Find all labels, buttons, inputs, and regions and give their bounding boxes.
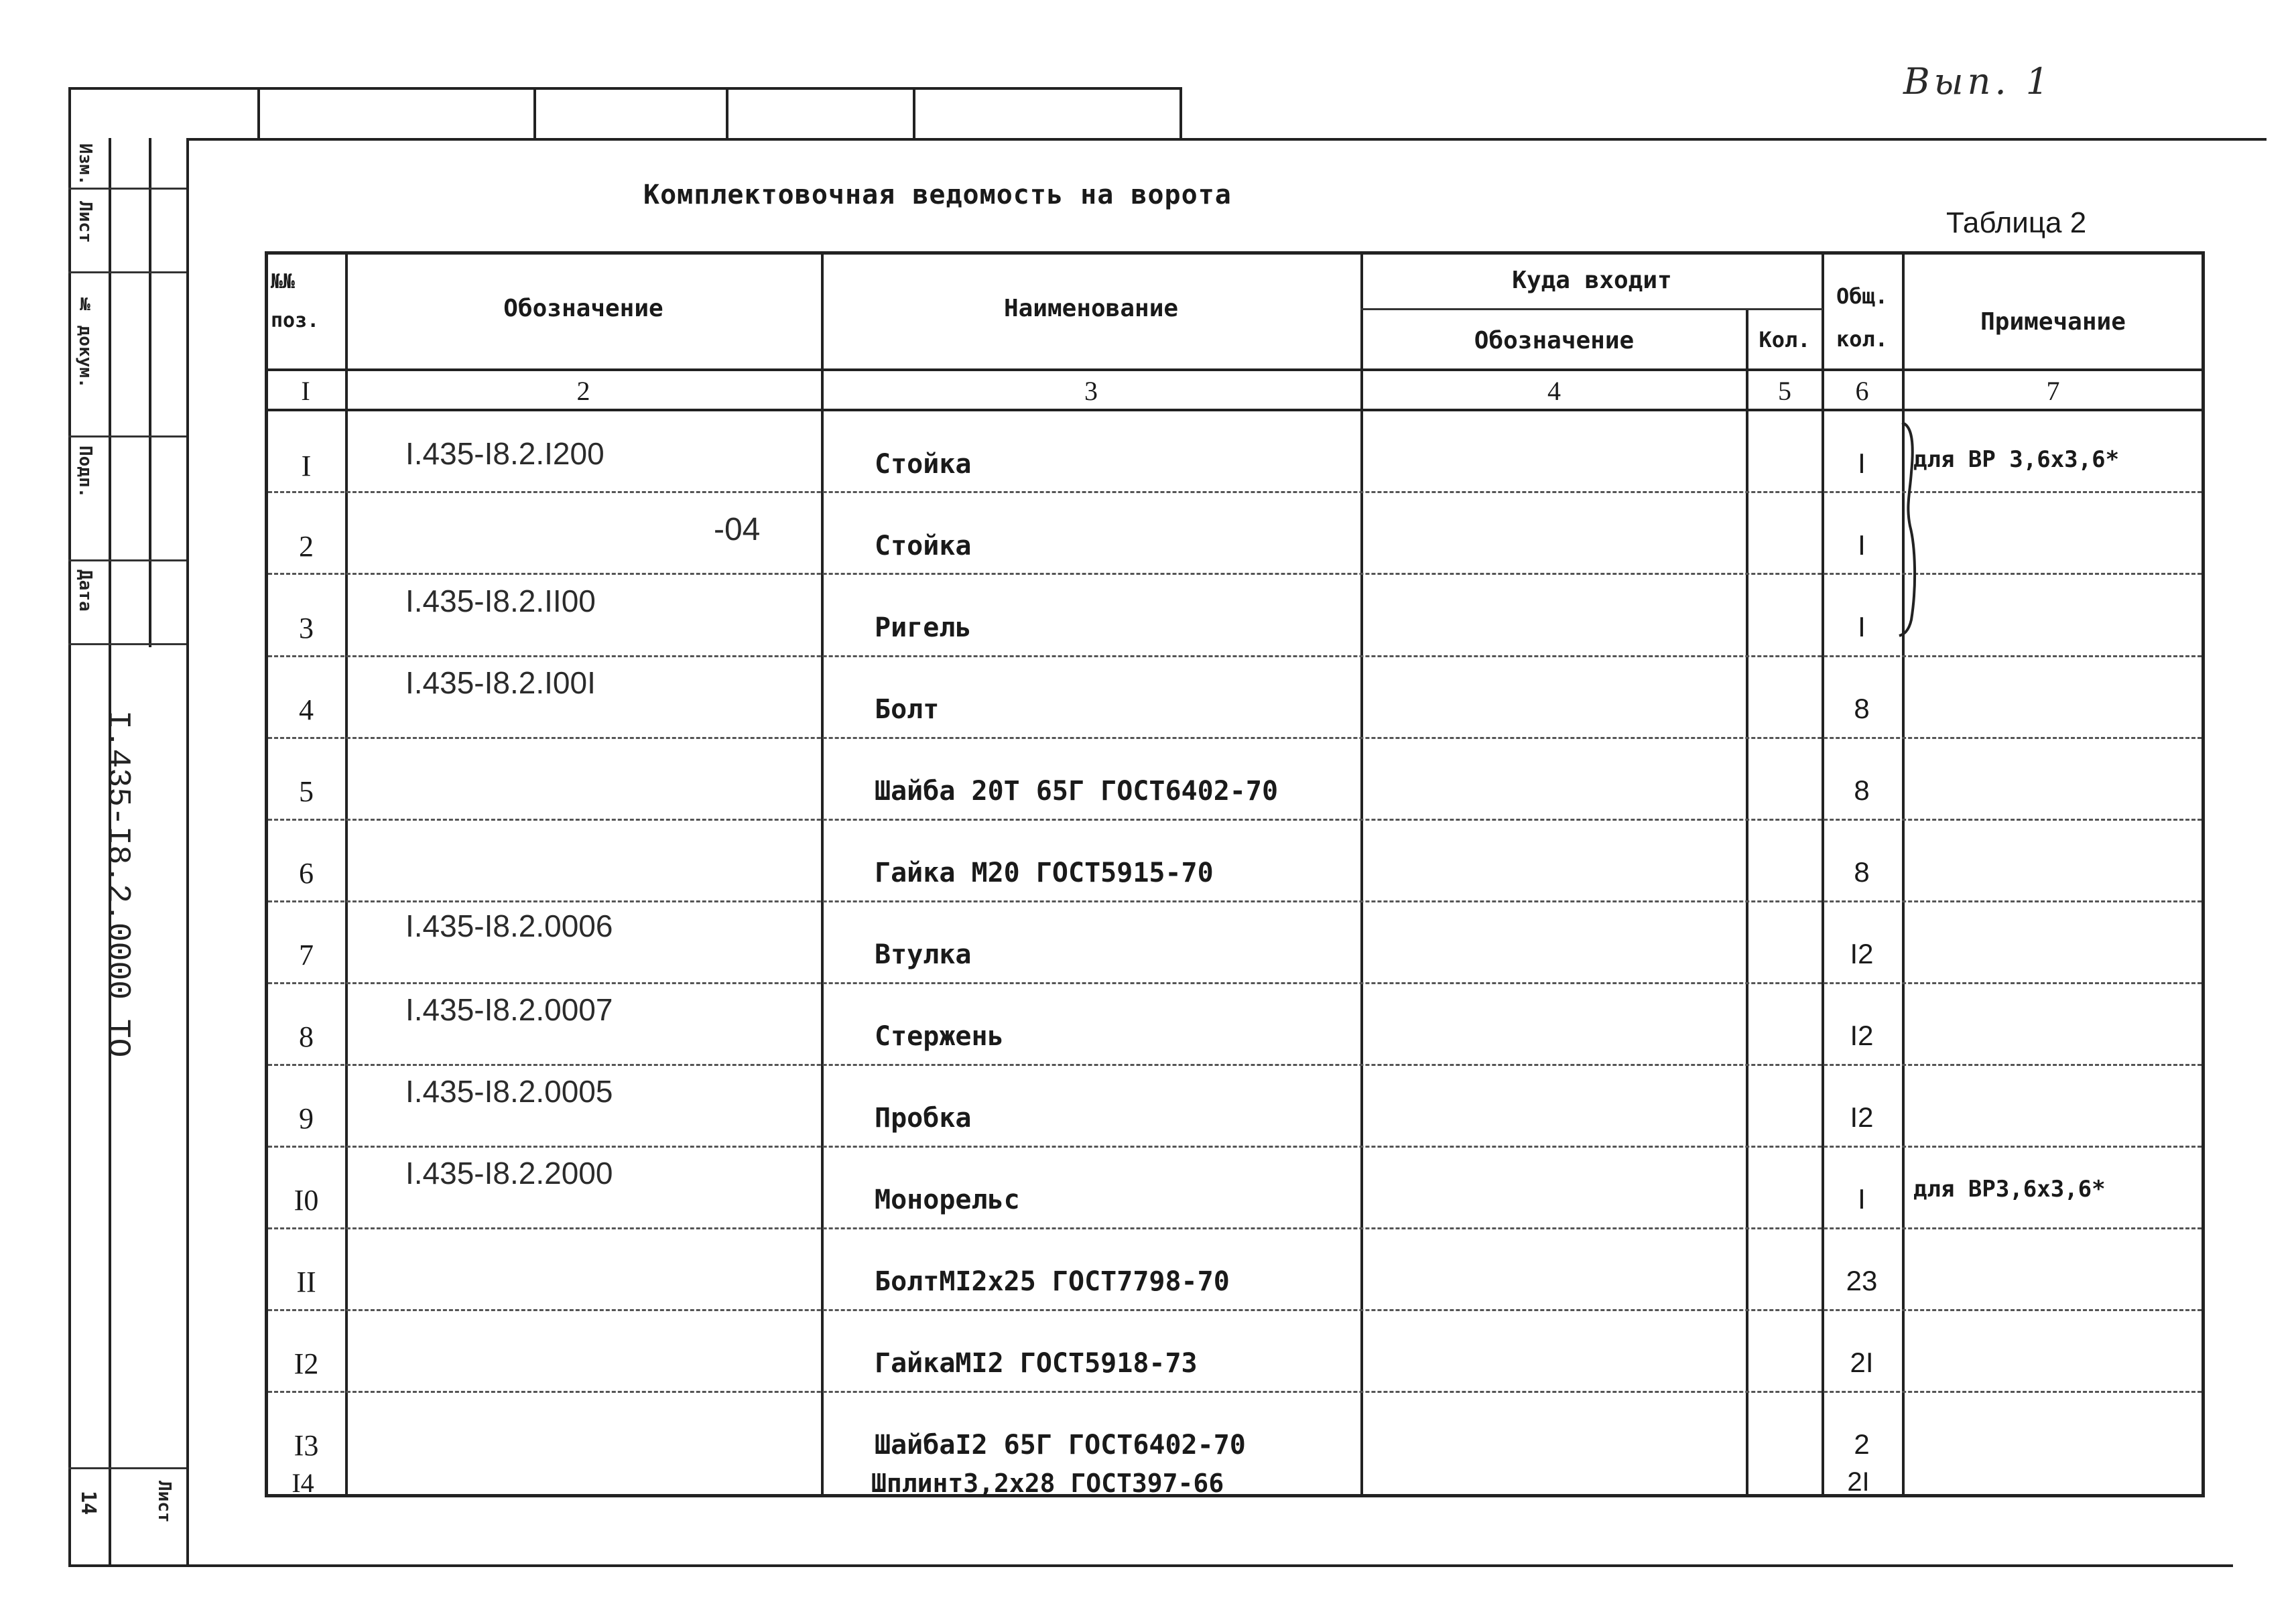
row-line <box>268 819 2202 821</box>
top-strip-div-5 <box>1179 87 1182 141</box>
document-title: Комплектовочная ведомость на ворота <box>643 180 1232 210</box>
row-line <box>268 1391 2202 1393</box>
hdr-name: Наименование <box>1003 295 1179 322</box>
row-name: ГайкаМI2 ГОСТ5918-73 <box>875 1348 1198 1379</box>
side-row-4 <box>68 559 186 561</box>
row-pos: I3 <box>294 1429 319 1462</box>
colnum-1: I <box>301 376 310 406</box>
kit-table <box>265 251 2205 1497</box>
row-pos: 2 <box>299 530 314 563</box>
row-designation: I.435-I8.2.I200 <box>405 436 604 471</box>
hdr-goes-into-qty: Кол. <box>1759 327 1811 352</box>
side-frame-right <box>186 138 189 1565</box>
row-pos: 8 <box>299 1020 314 1053</box>
row-designation: I.435-I8.2.I00I <box>405 665 596 700</box>
top-strip-div-1 <box>257 87 260 141</box>
row-line <box>268 982 2202 984</box>
sheet-number: 14 <box>76 1491 100 1515</box>
row-line <box>268 1146 2202 1148</box>
row-qty: 8 <box>1854 693 1870 724</box>
sheet-label: Лист <box>154 1481 174 1523</box>
row-qty: I <box>1858 611 1866 643</box>
row-pos: 6 <box>299 857 314 890</box>
colnum-3: 3 <box>1084 376 1098 406</box>
hdr-pos: №№ поз. <box>271 270 320 332</box>
row-qty: 2I <box>1847 1467 1870 1497</box>
row-designation: I.435-I8.2.0007 <box>405 992 613 1027</box>
hdr-goes-into-designation: Обозначение <box>1474 327 1635 354</box>
row-note: для ВР 3,6х3,6* <box>1913 446 2120 473</box>
row-name: Болт <box>875 694 940 725</box>
issue-mark: Вып. 1 <box>1903 60 2053 103</box>
row-name: Шайба 20Т 65Г ГОСТ6402-70 <box>875 776 1279 807</box>
row-name: Ригель <box>875 612 972 643</box>
side-label-list: Лист <box>75 201 95 243</box>
row-qty: 23 <box>1846 1265 1878 1296</box>
colnum-4: 4 <box>1547 376 1561 406</box>
row-name: БолтМI2х25 ГОСТ7798-70 <box>875 1266 1230 1297</box>
table-label: Таблица 2 <box>1946 206 2087 239</box>
top-strip-div-3 <box>726 87 728 141</box>
row-qty: 2I <box>1850 1347 1874 1378</box>
side-row-3 <box>68 435 186 437</box>
document-code: I.435-I8.2.0000 ТО <box>99 710 135 1058</box>
row-line <box>268 1064 2202 1066</box>
row-pos: II <box>296 1266 316 1298</box>
row-qty: I <box>1858 1183 1866 1215</box>
top-strip-div-4 <box>913 87 915 141</box>
frame-bottom <box>68 1564 2233 1567</box>
side-label-izm: Изм. <box>75 143 95 186</box>
row-pos: 7 <box>299 939 314 971</box>
row-pos: I4 <box>292 1468 314 1498</box>
row-designation: I.435-I8.2.2000 <box>405 1156 613 1191</box>
row-qty: I <box>1858 448 1866 479</box>
hdr-split-line <box>1360 308 1823 310</box>
row-pos: I0 <box>294 1184 319 1217</box>
row-qty: I2 <box>1850 938 1874 969</box>
row-line <box>268 655 2202 657</box>
hdr-note: Примечание <box>1980 308 2126 336</box>
colnum-7: 7 <box>2046 376 2060 406</box>
row-designation: I.435-I8.2.0005 <box>405 1074 613 1109</box>
row-qty: I <box>1858 529 1866 561</box>
row-note: для ВР3,6х3,6* <box>1913 1176 2106 1203</box>
row-name: Монорельс <box>875 1185 1020 1215</box>
colnum-6: 6 <box>1855 376 1869 406</box>
side-frame-left <box>68 138 71 1565</box>
row-pos: 4 <box>299 693 314 726</box>
side-row-6 <box>68 1467 186 1469</box>
row-designation: -04 <box>714 512 761 547</box>
row-qty: I2 <box>1850 1101 1874 1133</box>
row-pos: 9 <box>299 1102 314 1135</box>
row-line <box>268 900 2202 902</box>
row-name: Шплинт3,2х28 ГОСТ397-66 <box>871 1469 1224 1498</box>
side-frame-col-2 <box>149 138 151 647</box>
row-designation: I.435-I8.2.0006 <box>405 908 613 943</box>
frame-top <box>189 138 2267 141</box>
row-name: ШайбаI2 65Г ГОСТ6402-70 <box>875 1430 1246 1461</box>
row-pos: I2 <box>294 1347 319 1380</box>
row-line <box>268 1227 2202 1229</box>
hdr-designation: Обозначение <box>503 295 663 322</box>
row-designation: I.435-I8.2.II00 <box>405 584 596 618</box>
side-label-date: Дата <box>75 569 95 612</box>
colnum-2: 2 <box>576 376 590 406</box>
side-row-5 <box>68 643 186 645</box>
row-qty: I2 <box>1850 1020 1874 1051</box>
col-line-4 <box>1746 308 1748 1497</box>
hdr-total-qty: Общ. кол. <box>1836 283 1889 352</box>
hdr-goes-into: Куда входит <box>1512 267 1672 294</box>
row-name: Гайка М20 ГОСТ5915-70 <box>875 858 1214 888</box>
row-line <box>268 1309 2202 1311</box>
row-qty: 8 <box>1854 856 1870 888</box>
row-name: Пробка <box>875 1103 972 1134</box>
row-pos: 3 <box>299 612 314 645</box>
colnum-5: 5 <box>1778 376 1791 406</box>
top-strip-div-2 <box>533 87 536 141</box>
row-qty: 2 <box>1854 1428 1870 1460</box>
top-strip-left <box>68 87 71 141</box>
side-label-sign: Подп. <box>75 446 95 498</box>
side-label-doc: № докум. <box>75 295 95 389</box>
colnum-bottom-line <box>268 409 2202 411</box>
row-name: Стойка <box>875 531 972 561</box>
hdr-bottom-line <box>268 368 2202 371</box>
row-name: Втулка <box>875 939 972 970</box>
row-line <box>268 737 2202 739</box>
row-name: Стержень <box>875 1021 1004 1052</box>
row-qty: 8 <box>1854 774 1870 806</box>
row-pos: I <box>301 450 312 482</box>
row-pos: 5 <box>299 775 314 808</box>
side-row-1 <box>68 188 186 190</box>
side-row-2 <box>68 271 186 273</box>
top-strip-top <box>68 87 1181 90</box>
row-name: Стойка <box>875 449 972 480</box>
